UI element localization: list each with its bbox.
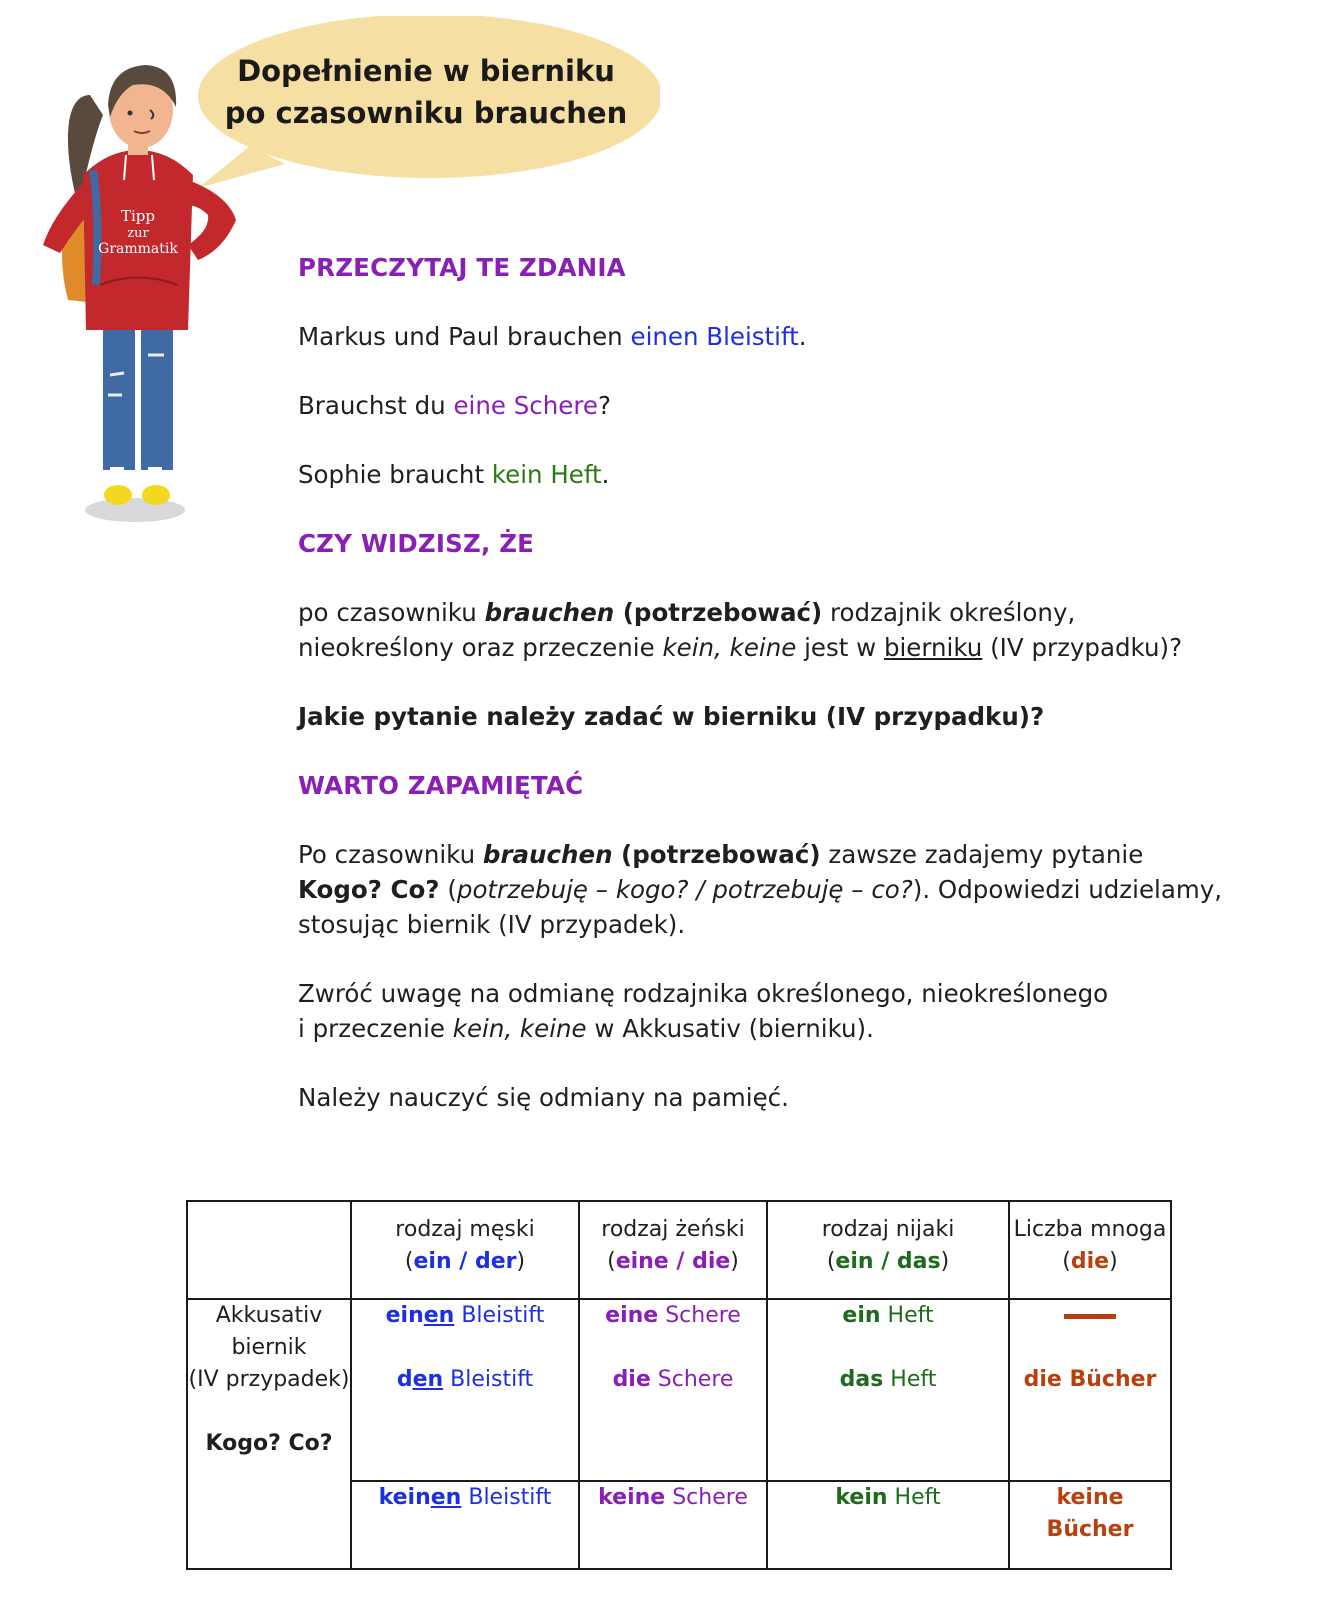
section-heading-remember: WARTO ZAPAMIĘTAĆ bbox=[298, 771, 584, 800]
table-header-row bbox=[187, 1201, 1171, 1299]
section-heading-notice: CZY WIDZISZ, ŻE bbox=[298, 529, 535, 558]
header-masculine: rodzaj męski (ein / der) bbox=[351, 1201, 579, 1299]
cell-feminine-negation: keine Schere bbox=[579, 1481, 767, 1569]
cell-neuter-negation: kein Heft bbox=[767, 1481, 1009, 1569]
student-illustration bbox=[38, 55, 258, 535]
page-title bbox=[200, 50, 652, 134]
cell-masculine-negation: keinen Bleistift bbox=[351, 1481, 579, 1569]
cell-masculine-articles: einen Bleistift den Bleistift bbox=[351, 1299, 579, 1481]
table-row-articles bbox=[187, 1299, 1171, 1481]
title-line-2: po czasowniku brauchen bbox=[224, 96, 628, 130]
example-sentence-3: Sophie braucht kein Heft. bbox=[298, 460, 610, 489]
question-paragraph: Jakie pytanie należy zadać w bierniku (IV przypadku)? bbox=[298, 702, 1045, 731]
cell-neuter-articles: ein Heft das Heft bbox=[767, 1299, 1009, 1481]
cell-plural-negation: keine Bücher bbox=[1009, 1481, 1171, 1569]
cell-feminine-articles: eine Schere die Schere bbox=[579, 1299, 767, 1481]
row-label-accusative: Akkusativ biernik (IV przypadek) Kogo? Co? bbox=[187, 1299, 351, 1569]
hoodie-text-1: Tipp bbox=[120, 207, 156, 225]
title-line-1: Dopełnienie w bierniku bbox=[237, 54, 615, 88]
remember-paragraph-2: Zwróć uwagę na odmianę rodzajnika określonego, nieokreślonego i przeczenie kein, keine w Akkusativ (bierniku). bbox=[298, 979, 1109, 1043]
highlight-einen-bleistift: einen Bleistift bbox=[630, 322, 799, 351]
main-content bbox=[298, 250, 1288, 1115]
cell-plural-articles: die Bücher bbox=[1009, 1299, 1171, 1481]
section-heading-read: PRZECZYTAJ TE ZDANIA bbox=[298, 253, 626, 282]
header-feminine: rodzaj żeński (eine / die) bbox=[579, 1201, 767, 1299]
hoodie-text-3: Grammatik bbox=[98, 241, 178, 257]
highlight-kein-heft: kein Heft bbox=[491, 460, 602, 489]
remember-paragraph-3: Należy nauczyć się odmiany na pamięć. bbox=[298, 1083, 789, 1112]
header-plural: Liczba mnoga (die) bbox=[1009, 1201, 1171, 1299]
hoodie-text-2: zur bbox=[127, 226, 149, 241]
header-neuter: rodzaj nijaki (ein / das) bbox=[767, 1201, 1009, 1299]
header-empty-cell bbox=[187, 1201, 351, 1299]
remember-paragraph-1: Po czasowniku brauchen (potrzebować) zawsze zadajemy pytanie Kogo? Co? (potrzebuję – kogo? / potrzebuję – co?). Odpowiedzi udzielamy, stosując biernik (IV przypadek). bbox=[298, 840, 1223, 939]
no-article-dash bbox=[1064, 1314, 1116, 1319]
example-sentence-1: Markus und Paul brauchen einen Bleistift. bbox=[298, 322, 807, 351]
example-sentence-2: Brauchst du eine Schere? bbox=[298, 391, 611, 420]
highlight-eine-schere: eine Schere bbox=[453, 391, 598, 420]
declension-table bbox=[186, 1200, 1172, 1570]
notice-paragraph: po czasowniku brauchen (potrzebować) rodzajnik określony, nieokreślony oraz przeczenie kein, keine jest w bierniku (IV przypadku)? bbox=[298, 598, 1183, 662]
